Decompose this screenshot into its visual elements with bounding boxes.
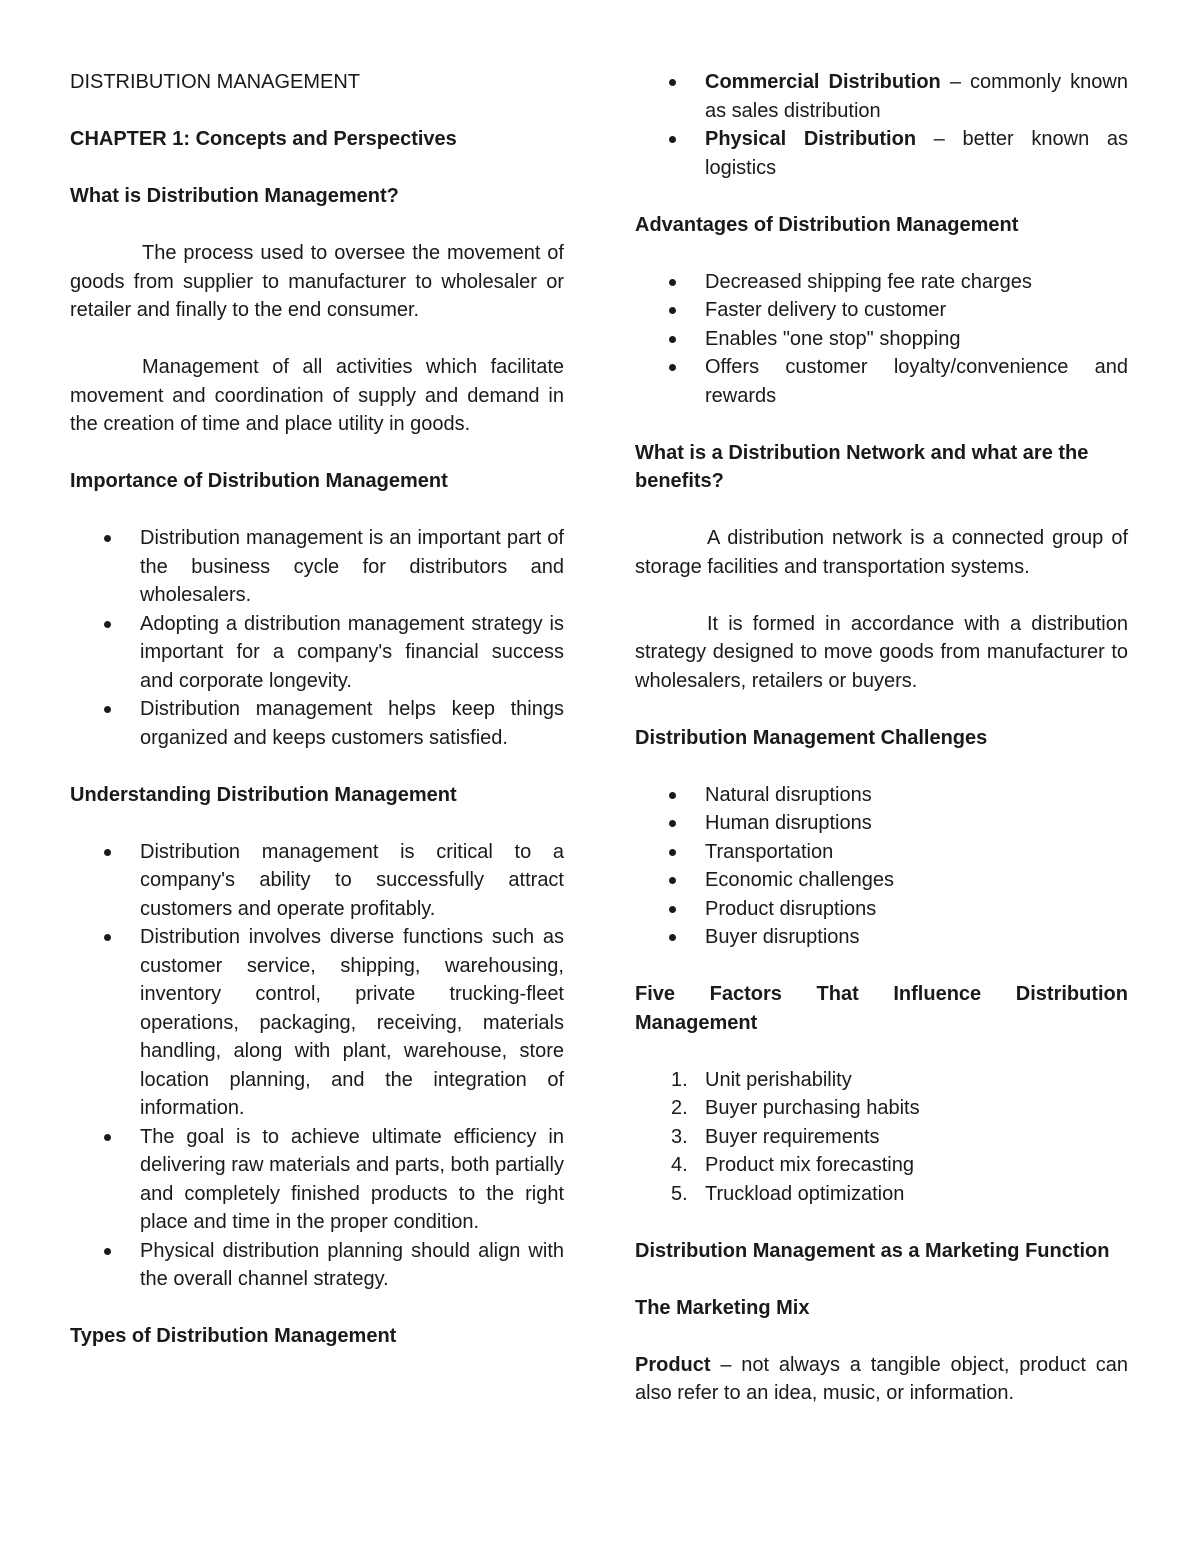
understanding-list: [70, 838, 564, 1294]
list-item: [635, 125, 1128, 182]
list-text: Buyer purchasing habits: [705, 1097, 920, 1119]
list-text: Truckload optimization: [705, 1182, 905, 1205]
list-text: Buyer requirements: [705, 1125, 880, 1148]
list-item: Decreased shipping fee rate charges: [635, 268, 1128, 297]
importance-list: [70, 524, 564, 752]
list-item: Enables "one stop" shopping: [635, 325, 1128, 354]
section-heading-advantages: Advantages of Distribution Management: [635, 213, 1019, 236]
paragraph: The process used to oversee the movement of goods from supplier to manufacturer to wholesaler or retailer and finally to the end consumer.: [70, 242, 564, 321]
paragraph: It is formed in accordance with a distribution strategy designed to move goods from manufacturer to wholesalers, retailers or buyers.: [635, 612, 1128, 692]
list-item: [635, 1180, 1128, 1209]
section-heading-marketing-mix: The Marketing Mix: [635, 1296, 810, 1319]
list-item: [635, 1094, 1128, 1123]
list-number: 4.: [671, 1154, 688, 1176]
document-title: DISTRIBUTION MANAGEMENT: [70, 71, 361, 93]
section-heading-factors: Five Factors That Influence Distribution Management: [635, 983, 1128, 1034]
list-number: 5.: [671, 1182, 688, 1205]
product-paragraph: [635, 1351, 1128, 1408]
term: Commercial Distribution: [705, 71, 941, 93]
section-heading-types: Types of Distribution Management: [70, 1325, 397, 1347]
factors-list: [635, 1066, 1128, 1209]
list-text: Unit perishability: [705, 1068, 852, 1091]
section-heading-importance: Importance of Distribution Management: [70, 470, 448, 492]
chapter-title: CHAPTER 1: Concepts and Perspectives: [70, 128, 457, 150]
section-heading-marketing-function: Distribution Management as a Marketing Function: [635, 1239, 1110, 1262]
list-item: Adopting a distribution management strategy is important for a company's financial success and corporate longevity.: [70, 610, 564, 696]
paragraph: A distribution network is a connected group of storage facilities and transportation systems.: [635, 527, 1128, 578]
left-column: [70, 68, 564, 1351]
list-item: [635, 68, 1128, 125]
list-item: Human disruptions: [635, 809, 1128, 838]
list-item: Buyer disruptions: [635, 923, 1128, 952]
types-list: [635, 68, 1128, 182]
section-heading-what-is: What is Distribution Management?: [70, 185, 399, 207]
list-item: Physical distribution planning should align with the overall channel strategy.: [70, 1237, 564, 1294]
list-item: Natural disruptions: [635, 781, 1128, 810]
term: Physical Distribution: [705, 128, 917, 150]
list-item: Transportation: [635, 838, 1128, 867]
list-item: Product disruptions: [635, 895, 1128, 924]
challenges-list: [635, 781, 1128, 952]
list-item: Faster delivery to customer: [635, 296, 1128, 325]
section-heading-understanding: Understanding Distribution Management: [70, 783, 457, 806]
right-column: [635, 68, 1128, 1408]
term-description: – not always a tangible object, product can also refer to an idea, music, or information.: [635, 1353, 1128, 1404]
list-text: Product mix forecasting: [705, 1154, 914, 1176]
list-item: Offers customer loyalty/convenience and rewards: [635, 353, 1128, 410]
list-item: [635, 1123, 1128, 1152]
paragraph: Management of all activities which facilitate movement and coordination of supply and demand in the creation of time and place utility in goods.: [70, 356, 564, 435]
list-item: Distribution management helps keep things organized and keeps customers satisfied.: [70, 695, 564, 752]
section-heading-challenges: Distribution Management Challenges: [635, 726, 988, 749]
list-item: [635, 1151, 1128, 1180]
list-item: Distribution involves diverse functions such as customer service, shipping, warehousing, inventory control, private trucking-fleet operations, packaging, receiving, materials handling, along with plant, warehouse, store location planning, and the integration of information.: [70, 923, 564, 1123]
list-number: 2.: [671, 1097, 688, 1119]
list-item: [635, 1066, 1128, 1095]
list-item: Distribution management is an important part of the business cycle for distributors and wholesalers.: [70, 524, 564, 610]
advantages-list: [635, 268, 1128, 411]
term: Product: [635, 1353, 711, 1376]
list-item: Distribution management is critical to a company's ability to successfully attract customers and operate profitably.: [70, 838, 564, 924]
section-heading-network: What is a Distribution Network and what are the benefits?: [635, 441, 1089, 492]
list-number: 3.: [671, 1125, 688, 1148]
term-description: – commonly known as sales distribution: [705, 71, 1128, 122]
list-item: Economic challenges: [635, 866, 1128, 895]
list-item: The goal is to achieve ultimate efficiency in delivering raw materials and parts, both partially and completely finished products to the right place and time in the proper condition.: [70, 1123, 564, 1237]
term-description: – better known as logistics: [705, 128, 1128, 179]
list-number: 1.: [671, 1068, 688, 1091]
